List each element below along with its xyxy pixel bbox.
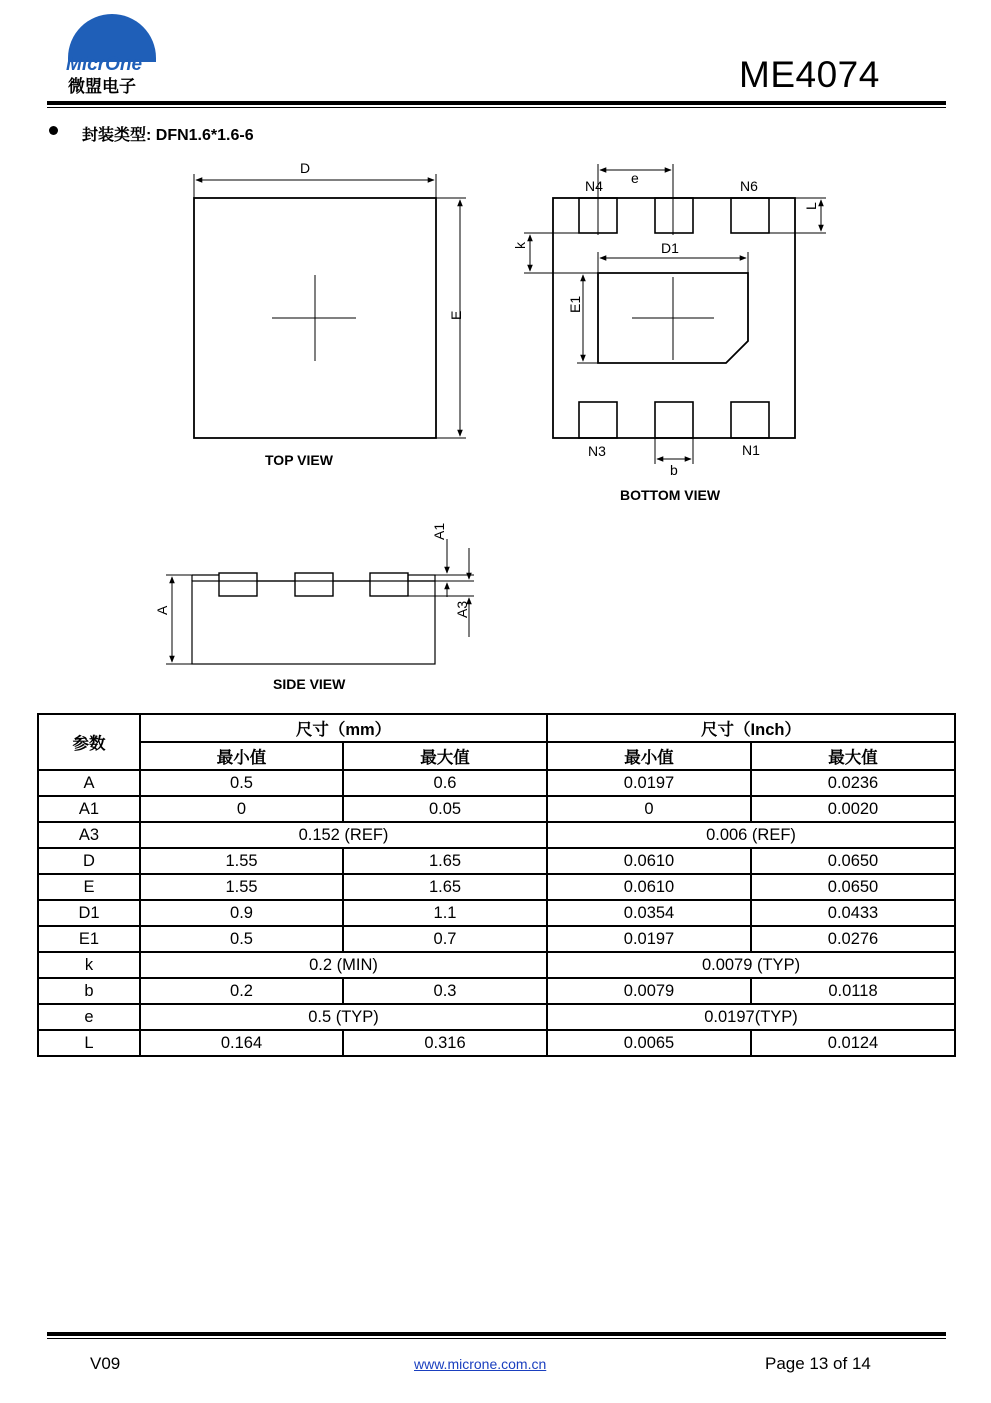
dim-label-D: D (300, 160, 311, 176)
logo-subtext: 微盟电子 (68, 77, 136, 97)
footer-rule (47, 1332, 946, 1336)
dim-label-A: A (154, 605, 170, 615)
page-number: Page 13 of 14 (765, 1354, 871, 1373)
param-header: 参数 (38, 714, 140, 770)
dim-label-A3: A3 (454, 600, 470, 618)
dim-label-L: L (803, 202, 819, 210)
inch-min-header: 最小值 (547, 742, 751, 770)
dim-label-b: b (670, 462, 678, 478)
table-row: k 0.2 (MIN) 0.0079 (TYP) (38, 952, 955, 978)
pin-label-N3: N3 (588, 443, 606, 459)
bottom-view-label: BOTTOM VIEW (620, 487, 721, 503)
dim-label-A1: A1 (431, 522, 447, 540)
logo-text: MicrOne (66, 54, 143, 75)
table-row: E 1.55 1.65 0.0610 0.0650 (38, 874, 955, 900)
side-view-label: SIDE VIEW (273, 676, 346, 692)
mm-header: 尺寸（mm） (140, 714, 547, 742)
dim-label-k: k (512, 242, 528, 249)
dim-label-D1: D1 (661, 240, 679, 256)
dimension-table (37, 713, 956, 1057)
table-row: A3 0.152 (REF) 0.006 (REF) (38, 822, 955, 848)
table-row: b 0.2 0.3 0.0079 0.0118 (38, 978, 955, 1004)
package-title: 封装类型: DFN1.6*1.6-6 (82, 127, 254, 144)
dim-label-E: E (448, 310, 464, 320)
pin-label-N1: N1 (742, 442, 760, 458)
mm-max-header: 最大值 (343, 742, 547, 770)
top-view-label: TOP VIEW (265, 452, 333, 468)
inch-header: 尺寸（Inch） (547, 714, 955, 742)
document-title: ME4074 (739, 54, 880, 95)
table-row: A 0.5 0.6 0.0197 0.0236 (38, 770, 955, 796)
side-view (166, 539, 474, 664)
top-view (194, 174, 466, 438)
version-label: V09 (90, 1354, 121, 1373)
dim-label-e: e (631, 170, 639, 186)
inch-max-header: 最大值 (751, 742, 955, 770)
mm-min-header: 最小值 (140, 742, 343, 770)
dim-label-E1: E1 (567, 295, 583, 313)
table-row: A1 0 0.05 0 0.0020 (38, 796, 955, 822)
table-row: E1 0.5 0.7 0.0197 0.0276 (38, 926, 955, 952)
footer-rule-thin (47, 1338, 946, 1339)
pin-label-N4: N4 (585, 178, 603, 194)
website-link[interactable]: www.microne.com.cn (414, 1356, 547, 1372)
table-row: L 0.164 0.316 0.0065 0.0124 (38, 1030, 955, 1056)
table-row: D1 0.9 1.1 0.0354 0.0433 (38, 900, 955, 926)
table-row: D 1.55 1.65 0.0610 0.0650 (38, 848, 955, 874)
bottom-view (524, 164, 826, 464)
pin-label-N6: N6 (740, 178, 758, 194)
table-row: e 0.5 (TYP) 0.0197(TYP) (38, 1004, 955, 1030)
